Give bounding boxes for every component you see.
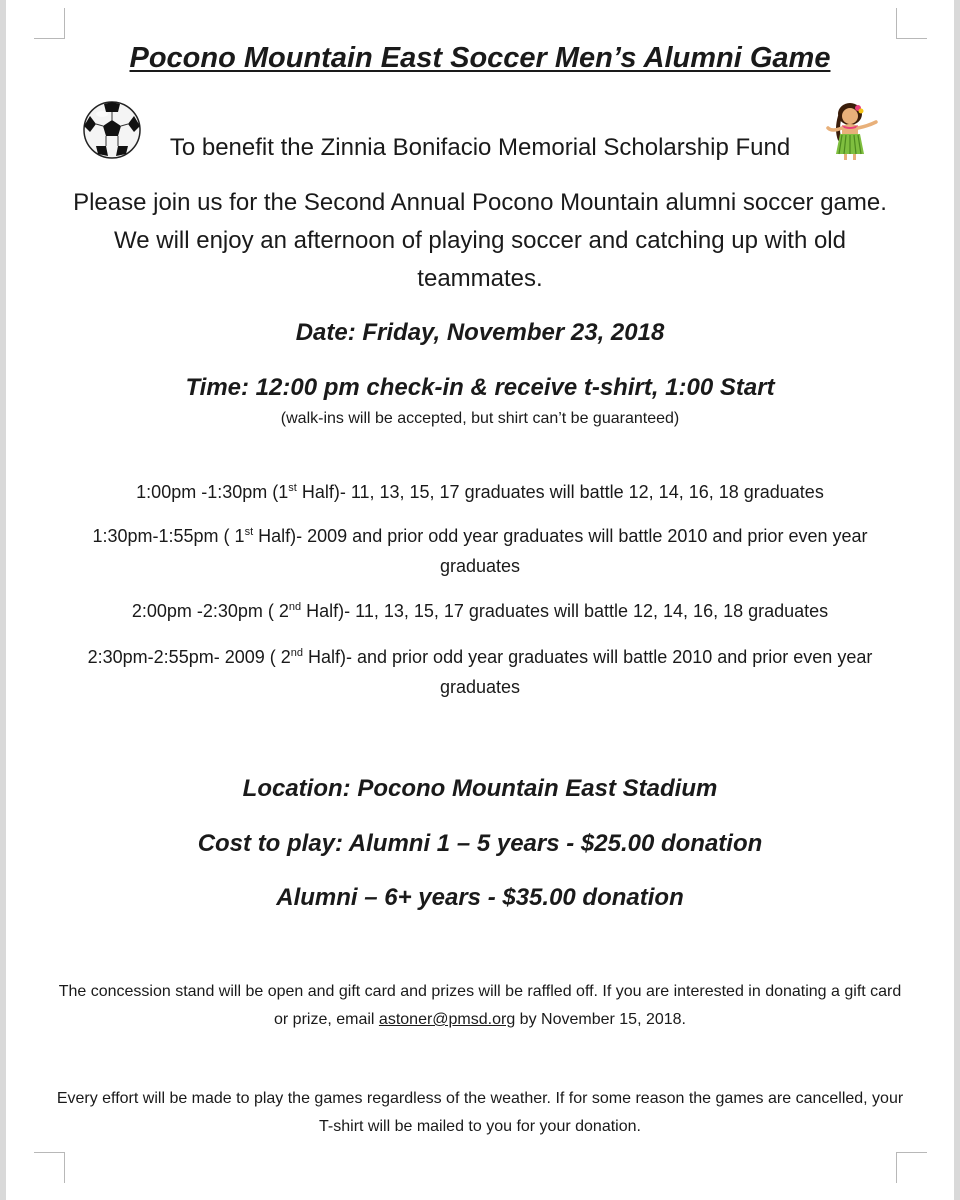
event-time: Time: 12:00 pm check-in & receive t-shirt, 1:00 Start <box>185 374 775 401</box>
corner-mark <box>896 1152 927 1183</box>
email-link[interactable]: astoner@pmsd.org <box>378 1011 516 1028</box>
time-note: (walk-ins will be accepted, but shirt can’t be guaranteed) <box>280 410 680 427</box>
event-location: Location: Pocono Mountain East Stadium <box>242 775 718 802</box>
cost-alumni-1-5: Cost to play: Alumni 1 – 5 years - $25.00 donation <box>197 830 763 857</box>
corner-mark <box>34 1152 65 1183</box>
page-title: Pocono Mountain East Soccer Men’s Alumni Game <box>129 42 831 74</box>
intro-paragraph: Please join us for the Second Annual Pocono Mountain alumni soccer game. We will enjoy an afternoon of playing soccer and catching up with old teammates. <box>73 189 887 292</box>
weather-paragraph: Every effort will be made to play the games regardless of the weather. If for some reason the games are cancelled, your T-shirt will be mailed to you for your donation. <box>56 1090 904 1135</box>
subtitle: To benefit the Zinnia Bonifacio Memorial Scholarship Fund <box>169 134 791 161</box>
schedule-item: 1:30pm-1:55pm ( 1st Half)- 2009 and prior odd year graduates will battle 2010 and prior even year graduates <box>92 526 868 576</box>
schedule-item: 2:00pm -2:30pm ( 2nd Half)- 11, 13, 15, 17 graduates will battle 12, 14, 16, 18 graduates <box>131 601 829 621</box>
corner-mark <box>896 8 927 39</box>
concession-paragraph: The concession stand will be open and gift card and prizes will be raffled off. If you are interested in donating a gift card or prize, email astoner@pmsd.org by November 15, 2018. <box>58 983 902 1028</box>
corner-mark <box>34 8 65 39</box>
cost-alumni-6-plus: Alumni – 6+ years - $35.00 donation <box>276 884 684 911</box>
event-date: Date: Friday, November 23, 2018 <box>295 319 665 346</box>
schedule-item: 2:30pm-2:55pm- 2009 ( 2nd Half)- and prior odd year graduates will battle 2010 and prior even year graduates <box>87 647 873 697</box>
schedule-item: 1:00pm -1:30pm (1st Half)- 11, 13, 15, 17 graduates will battle 12, 14, 16, 18 graduates <box>136 482 824 502</box>
